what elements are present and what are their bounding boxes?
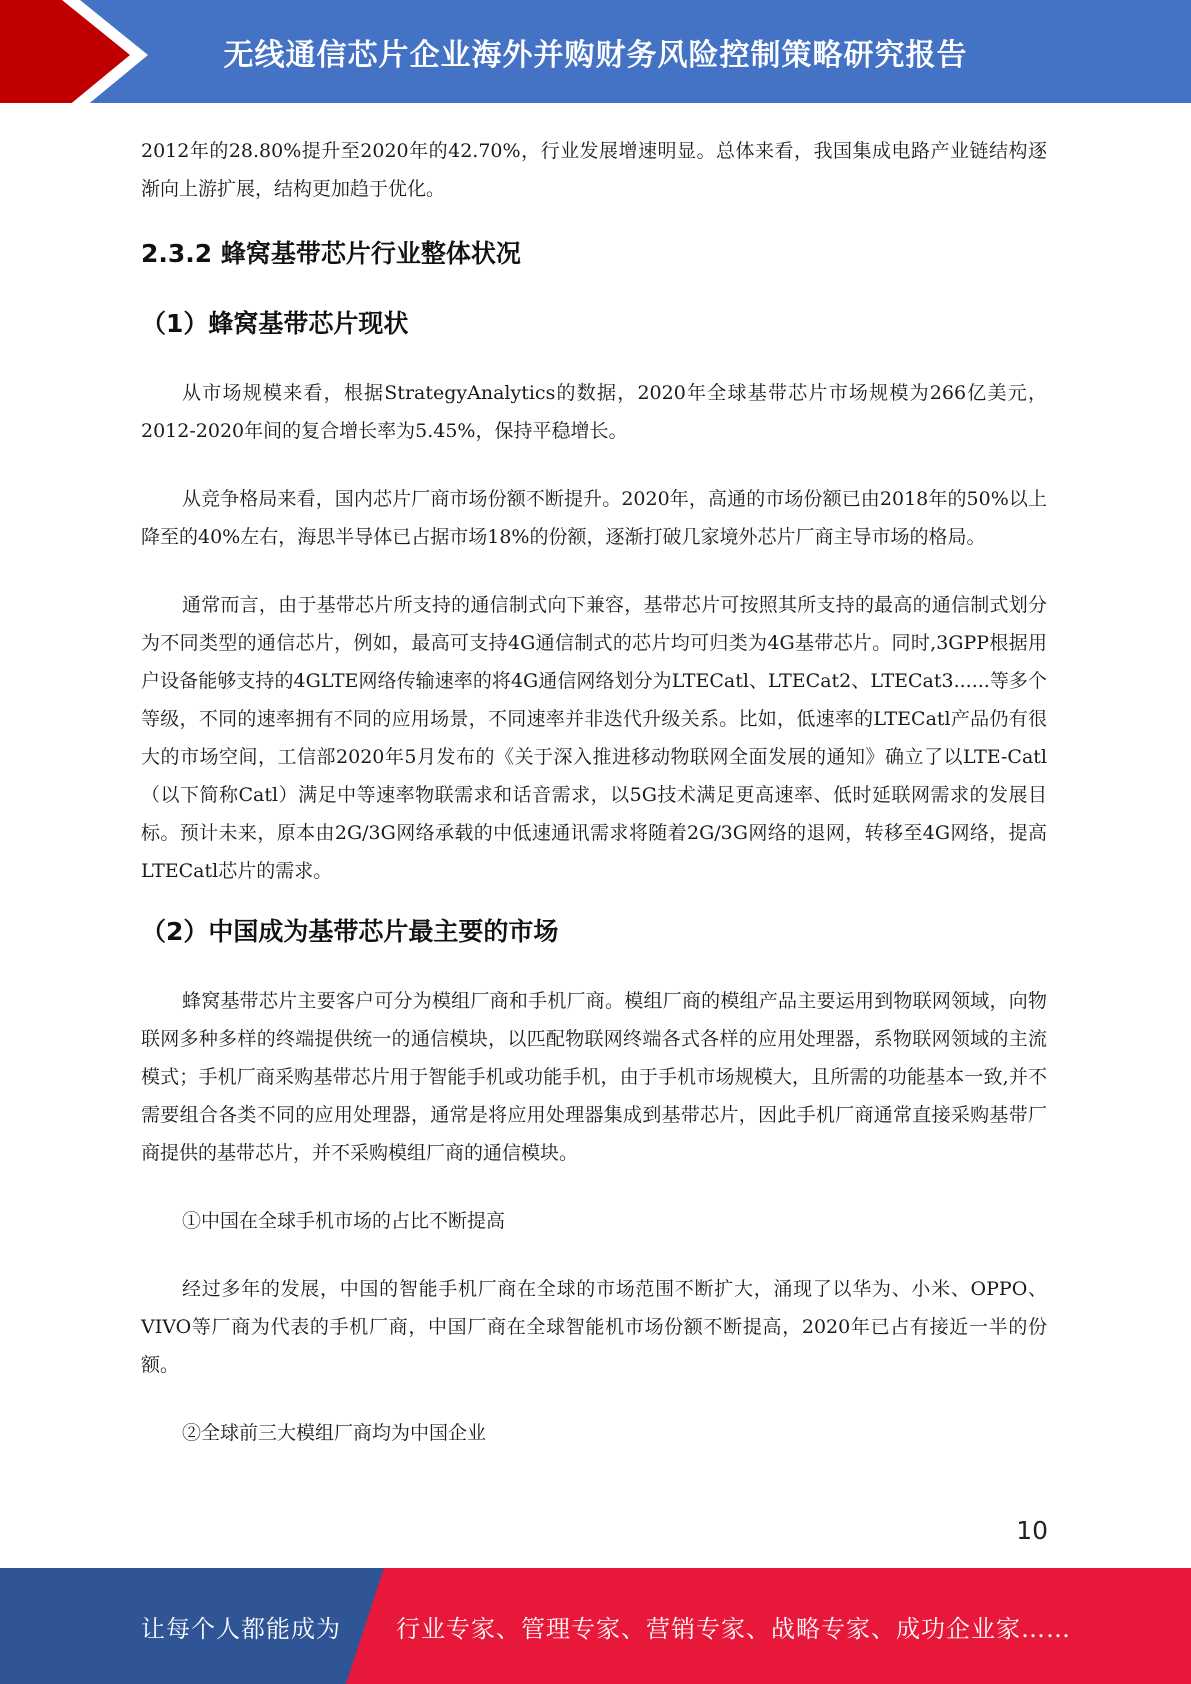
paragraph-phones: 经过多年的发展，中国的智能手机厂商在全球的市场范围不断扩大，涌现了以华为、小米、OPPO、VIVO等厂商为代表的手机厂商，中国厂商在全球智能机市场份额不断提高，2020年已占有接近一半的份额。 bbox=[141, 1278, 1047, 1376]
section-heading: 2.3.2 蜂窝基带芯片行业整体状况 bbox=[141, 239, 521, 268]
header-divider bbox=[0, 103, 1191, 111]
paragraph-market-size: 从市场规模来看，根据StrategyAnalytics的数据，2020年全球基带芯片市场规模为266亿美元，2012-2020年间的复合增长率为5.45%，保持平稳增长。 bbox=[141, 382, 1047, 442]
footer-slogan-left: 让每个人都能成为 bbox=[141, 1614, 341, 1643]
paragraph-competition: 从竞争格局来看，国内芯片厂商市场份额不断提升。2020年，高通的市场份额已由2018年的50%以上降至的40%左右，海思半导体已占据市场18%的份额，逐渐打破几家境外芯片厂商主导市场的格局。 bbox=[141, 488, 1047, 548]
paragraph-customers: 蜂窝基带芯片主要客户可分为模组厂商和手机厂商。模组厂商的模组产品主要运用到物联网领域，向物联网多种多样的终端提供统一的通信模块，以匹配物联网终端各式各样的应用处理器，系物联网领域的主流模式；手机厂商采购基带芯片用于智能手机或功能手机，由于手机市场规模大，且所需的功能基本一致,并不需要组合各类不同的应用处理器，通常是将应用处理器集成到基带芯片，因此手机厂商通常直接采购基带厂商提供的基带芯片，并不采购模组厂商的通信模块。 bbox=[141, 990, 1047, 1164]
document-body bbox=[141, 132, 1047, 1452]
paragraph-intro: 2012年的28.80%提升至2020年的42.70%，行业发展增速明显。总体来看，我国集成电路产业链结构逐渐向上游扩展，结构更加趋于优化。 bbox=[141, 140, 1047, 200]
header-title: 无线通信芯片企业海外并购财务风险控制策略研究报告 bbox=[223, 37, 968, 73]
paragraph-classification: 通常而言，由于基带芯片所支持的通信制式向下兼容，基带芯片可按照其所支持的最高的通信制式划分为不同类型的通信芯片，例如，最高可支持4G通信制式的芯片均可归类为4G基带芯片。同时,3GPP根据用户设备能够支持的4GLTE网络传输速率的将4G通信网络划分为LTECatl、LTECat2、LTECat3......等多个等级，不同的速率拥有不同的应用场景，不同速率并非迭代升级关系。比如，低速率的LTECatl产品仍有很大的市场空间，工信部2020年5月发布的《关于深入推进移动物联网全面发展的通知》确立了以LTE-Catl（以下简称Catl）满足中等速率物联需求和话音需求，以5G技术满足更高速率、低时延联网需求的发展目标。预计未来，原本由2G/3G网络承载的中低速通讯需求将随着2G/3G网络的退网，转移至4G网络，提高LTECatl芯片的需求。 bbox=[141, 594, 1047, 882]
page-number: 10 bbox=[1016, 1516, 1048, 1545]
page-footer bbox=[0, 1568, 1191, 1684]
footer-slogan-right: 行业专家、管理专家、营销专家、战略专家、成功企业家…… bbox=[396, 1614, 1071, 1643]
list-point-2: ②全球前三大模组厂商均为中国企业 bbox=[182, 1422, 487, 1444]
subsection-heading-1: （1）蜂窝基带芯片现状 bbox=[141, 309, 409, 338]
list-point-1: ①中国在全球手机市场的占比不断提高 bbox=[182, 1210, 506, 1232]
page-header bbox=[0, 0, 1191, 111]
subsection-heading-2: （2）中国成为基带芯片最主要的市场 bbox=[141, 917, 559, 946]
header-chevron-icon bbox=[0, 0, 160, 111]
